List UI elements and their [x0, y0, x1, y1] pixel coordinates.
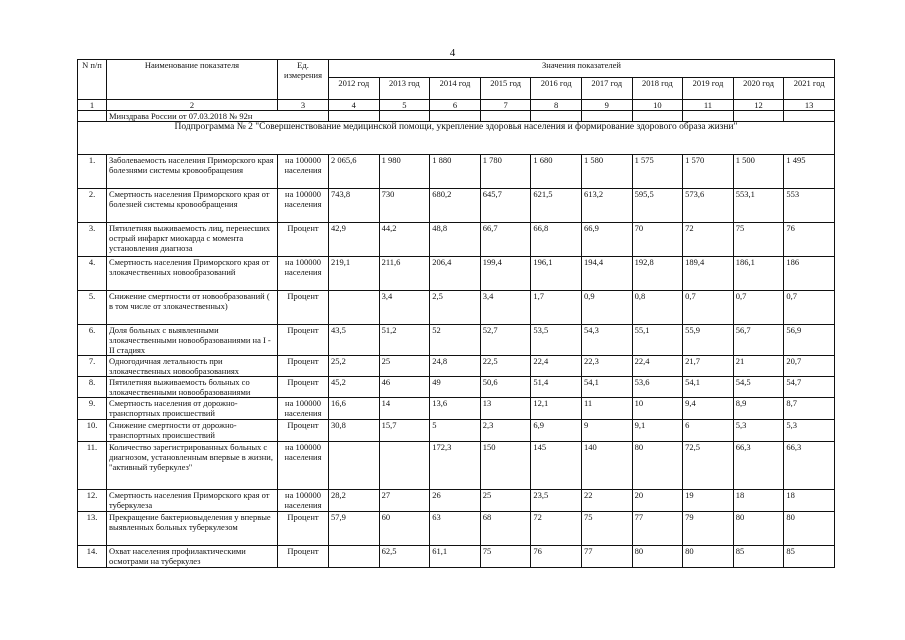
- column-number: 1: [78, 100, 107, 111]
- value-cell: 66,9: [581, 223, 632, 257]
- value-cell: 53,5: [531, 325, 582, 356]
- value-cell: 45,2: [329, 377, 380, 398]
- unit-of-measure: Процент: [278, 291, 329, 325]
- row-number: 14.: [78, 546, 107, 568]
- value-cell: 19: [683, 490, 734, 512]
- value-cell: 54,3: [581, 325, 632, 356]
- value-cell: 219,1: [329, 257, 380, 291]
- table-row: [78, 189, 835, 223]
- value-cell: 23,5: [531, 490, 582, 512]
- table-row: [78, 325, 835, 356]
- row-number: 5.: [78, 291, 107, 325]
- value-cell: 13,6: [430, 398, 481, 420]
- table-row: [78, 257, 835, 291]
- value-cell: 56,7: [733, 325, 784, 356]
- header-name: Наименование показателя: [107, 60, 278, 100]
- subprogram-title: Подпрограмма № 2 "Совершенствование медицинской помощи, укрепление здоровья населения и формирование здорового образа жизни": [78, 122, 835, 155]
- unit-of-measure: Процент: [278, 420, 329, 442]
- value-cell: 743,8: [329, 189, 380, 223]
- row-number: 7.: [78, 356, 107, 377]
- value-cell: 1 880: [430, 155, 481, 189]
- table-row: [78, 546, 835, 568]
- indicator-name: Пятилетняя выживаемость лиц, перенесших острый инфаркт миокарда с момента установления диагноза: [107, 223, 278, 257]
- unit-of-measure: на 100000 населения: [278, 490, 329, 512]
- value-cell: 15,7: [379, 420, 430, 442]
- value-cell: 49: [430, 377, 481, 398]
- value-cell: [379, 442, 430, 490]
- row-number: 1.: [78, 155, 107, 189]
- column-number: 11: [683, 100, 734, 111]
- row-number: 12.: [78, 490, 107, 512]
- value-cell: 140: [581, 442, 632, 490]
- value-cell: 26: [430, 490, 481, 512]
- value-cell: 22: [581, 490, 632, 512]
- table-row: [78, 512, 835, 546]
- value-cell: 51,2: [379, 325, 430, 356]
- value-cell: 21: [733, 356, 784, 377]
- value-cell: 66,3: [784, 442, 835, 490]
- table-row: [78, 377, 835, 398]
- row-number: 10.: [78, 420, 107, 442]
- unit-of-measure: на 100000 населения: [278, 442, 329, 490]
- value-cell: 25,2: [329, 356, 380, 377]
- column-number: 3: [278, 100, 329, 111]
- value-cell: 54,5: [733, 377, 784, 398]
- indicator-name: Доля больных с выявленными злокачественными новообразованиями на I - II стадиях: [107, 325, 278, 356]
- unit-of-measure: на 100000 населения: [278, 257, 329, 291]
- value-cell: 55,1: [632, 325, 683, 356]
- value-cell: 25: [379, 356, 430, 377]
- unit-of-measure: Процент: [278, 356, 329, 377]
- unit-of-measure: Процент: [278, 377, 329, 398]
- header-year: 2019 год: [683, 78, 734, 100]
- value-cell: 189,4: [683, 257, 734, 291]
- row-number: 3.: [78, 223, 107, 257]
- value-cell: 52: [430, 325, 481, 356]
- header-year: 2014 год: [430, 78, 481, 100]
- value-cell: 53,6: [632, 377, 683, 398]
- value-cell: 80: [683, 546, 734, 568]
- value-cell: 0,7: [784, 291, 835, 325]
- value-cell: 48,8: [430, 223, 481, 257]
- value-cell: 194,4: [581, 257, 632, 291]
- value-cell: 13: [480, 398, 531, 420]
- value-cell: 613,2: [581, 189, 632, 223]
- value-cell: 172,3: [430, 442, 481, 490]
- value-cell: [329, 546, 380, 568]
- value-cell: 52,7: [480, 325, 531, 356]
- value-cell: 54,7: [784, 377, 835, 398]
- value-cell: 85: [733, 546, 784, 568]
- value-cell: 16,6: [329, 398, 380, 420]
- value-cell: 1 570: [683, 155, 734, 189]
- column-number: 6: [430, 100, 481, 111]
- value-cell: 20,7: [784, 356, 835, 377]
- value-cell: 21,7: [683, 356, 734, 377]
- value-cell: 68: [480, 512, 531, 546]
- header-unit: Ед. измерения: [278, 60, 329, 100]
- unit-of-measure: Процент: [278, 546, 329, 568]
- row-number: 8.: [78, 377, 107, 398]
- table-row: [78, 490, 835, 512]
- value-cell: 80: [632, 442, 683, 490]
- value-cell: 85: [784, 546, 835, 568]
- header-year: 2016 год: [531, 78, 582, 100]
- ministry-line: Минздрава России от 07.03.2018 № 92н: [107, 111, 329, 122]
- value-cell: 77: [632, 512, 683, 546]
- value-cell: 0,7: [683, 291, 734, 325]
- value-cell: 2 065,6: [329, 155, 380, 189]
- header-year: 2021 год: [784, 78, 835, 100]
- value-cell: 72: [683, 223, 734, 257]
- indicator-name: Снижение смертности от дорожно-транспортных происшествий: [107, 420, 278, 442]
- unit-of-measure: Процент: [278, 325, 329, 356]
- column-number: 7: [480, 100, 531, 111]
- value-cell: 80: [632, 546, 683, 568]
- indicator-name: Смертность населения от дорожно-транспортных происшествий: [107, 398, 278, 420]
- column-number: 10: [632, 100, 683, 111]
- value-cell: 24,8: [430, 356, 481, 377]
- value-cell: 621,5: [531, 189, 582, 223]
- value-cell: 25: [480, 490, 531, 512]
- indicator-name: Снижение смертности от новообразований ( в том числе от злокачественных): [107, 291, 278, 325]
- value-cell: 75: [480, 546, 531, 568]
- value-cell: 18: [733, 490, 784, 512]
- value-cell: 72: [531, 512, 582, 546]
- value-cell: 51,4: [531, 377, 582, 398]
- indicator-name: Количество зарегистрированных больных с диагнозом, установленным впервые в жизни, "активный туберкулез": [107, 442, 278, 490]
- table-row: [78, 442, 835, 490]
- column-number: 2: [107, 100, 278, 111]
- value-cell: 8,9: [733, 398, 784, 420]
- value-cell: 192,8: [632, 257, 683, 291]
- unit-of-measure: на 100000 населения: [278, 398, 329, 420]
- column-number: 13: [784, 100, 835, 111]
- indicator-name: Смертность населения Приморского края от туберкулеза: [107, 490, 278, 512]
- header-year: 2018 год: [632, 78, 683, 100]
- table-row: [78, 291, 835, 325]
- value-cell: 2,5: [430, 291, 481, 325]
- value-cell: 150: [480, 442, 531, 490]
- indicators-table: [77, 59, 835, 568]
- column-number: 9: [581, 100, 632, 111]
- value-cell: 1 680: [531, 155, 582, 189]
- header-year: 2020 год: [733, 78, 784, 100]
- column-number: 12: [733, 100, 784, 111]
- value-cell: [329, 291, 380, 325]
- value-cell: 27: [379, 490, 430, 512]
- value-cell: 186: [784, 257, 835, 291]
- indicator-name: Пятилетняя выживаемость больных со злокачественными новообразованиями: [107, 377, 278, 398]
- value-cell: 1 780: [480, 155, 531, 189]
- row-number: 11.: [78, 442, 107, 490]
- value-cell: 76: [784, 223, 835, 257]
- value-cell: 0,7: [733, 291, 784, 325]
- row-number: 2.: [78, 189, 107, 223]
- column-numbers-row: [78, 100, 835, 111]
- indicator-name: Заболеваемость населения Приморского края болезнями системы кровообращения: [107, 155, 278, 189]
- value-cell: 46: [379, 377, 430, 398]
- table-row: [78, 155, 835, 189]
- value-cell: 22,4: [531, 356, 582, 377]
- value-cell: 80: [784, 512, 835, 546]
- value-cell: 11: [581, 398, 632, 420]
- value-cell: 22,5: [480, 356, 531, 377]
- value-cell: 573,6: [683, 189, 734, 223]
- ministry-row: [78, 111, 835, 122]
- value-cell: 5: [430, 420, 481, 442]
- header-year: 2013 год: [379, 78, 430, 100]
- value-cell: 680,2: [430, 189, 481, 223]
- column-number: 8: [531, 100, 582, 111]
- row-number: 9.: [78, 398, 107, 420]
- value-cell: 42,9: [329, 223, 380, 257]
- value-cell: 75: [581, 512, 632, 546]
- table-row: [78, 356, 835, 377]
- row-number: 6.: [78, 325, 107, 356]
- value-cell: 18: [784, 490, 835, 512]
- value-cell: 0,9: [581, 291, 632, 325]
- value-cell: 20: [632, 490, 683, 512]
- value-cell: 553: [784, 189, 835, 223]
- value-cell: 6,9: [531, 420, 582, 442]
- value-cell: 186,1: [733, 257, 784, 291]
- value-cell: 14: [379, 398, 430, 420]
- header-year: 2015 год: [480, 78, 531, 100]
- unit-of-measure: Процент: [278, 512, 329, 546]
- value-cell: 55,9: [683, 325, 734, 356]
- value-cell: 72,5: [683, 442, 734, 490]
- value-cell: 595,5: [632, 189, 683, 223]
- value-cell: 8,7: [784, 398, 835, 420]
- value-cell: [329, 442, 380, 490]
- value-cell: 1 495: [784, 155, 835, 189]
- value-cell: 70: [632, 223, 683, 257]
- value-cell: 60: [379, 512, 430, 546]
- row-number: 13.: [78, 512, 107, 546]
- value-cell: 79: [683, 512, 734, 546]
- value-cell: 75: [733, 223, 784, 257]
- subprogram-row: [78, 122, 835, 155]
- value-cell: 9: [581, 420, 632, 442]
- value-cell: 80: [733, 512, 784, 546]
- value-cell: 66,3: [733, 442, 784, 490]
- value-cell: 206,4: [430, 257, 481, 291]
- value-cell: 199,4: [480, 257, 531, 291]
- value-cell: 28,2: [329, 490, 380, 512]
- value-cell: 6: [683, 420, 734, 442]
- value-cell: 1 580: [581, 155, 632, 189]
- unit-of-measure: на 100000 населения: [278, 189, 329, 223]
- value-cell: 645,7: [480, 189, 531, 223]
- value-cell: 54,1: [683, 377, 734, 398]
- value-cell: 22,3: [581, 356, 632, 377]
- table-row: [78, 223, 835, 257]
- indicator-name: Смертность населения Приморского края от злокачественных новообразований: [107, 257, 278, 291]
- column-number: 5: [379, 100, 430, 111]
- value-cell: 62,5: [379, 546, 430, 568]
- value-cell: 2,3: [480, 420, 531, 442]
- value-cell: 1,7: [531, 291, 582, 325]
- header-year: 2017 год: [581, 78, 632, 100]
- value-cell: 1 575: [632, 155, 683, 189]
- value-cell: 9,1: [632, 420, 683, 442]
- value-cell: 76: [531, 546, 582, 568]
- value-cell: 0,8: [632, 291, 683, 325]
- value-cell: 22,4: [632, 356, 683, 377]
- header-row: [78, 60, 835, 78]
- table-row: [78, 398, 835, 420]
- value-cell: 1 980: [379, 155, 430, 189]
- value-cell: 54,1: [581, 377, 632, 398]
- value-cell: 730: [379, 189, 430, 223]
- value-cell: 3,4: [379, 291, 430, 325]
- row-number: 4.: [78, 257, 107, 291]
- value-cell: 63: [430, 512, 481, 546]
- value-cell: 66,8: [531, 223, 582, 257]
- value-cell: 61,1: [430, 546, 481, 568]
- value-cell: 57,9: [329, 512, 380, 546]
- value-cell: 145: [531, 442, 582, 490]
- value-cell: 12,1: [531, 398, 582, 420]
- header-values-group: Значения показателей: [329, 60, 835, 78]
- header-year: 2012 год: [329, 78, 380, 100]
- header-num: N п/п: [78, 60, 107, 100]
- value-cell: 196,1: [531, 257, 582, 291]
- indicator-name: Прекращение бактериовыделения у впервые выявленных больных туберкулезом: [107, 512, 278, 546]
- value-cell: 77: [581, 546, 632, 568]
- indicator-name: Смертность населения Приморского края от болезней системы кровообращения: [107, 189, 278, 223]
- value-cell: 5,3: [784, 420, 835, 442]
- value-cell: 56,9: [784, 325, 835, 356]
- unit-of-measure: Процент: [278, 223, 329, 257]
- value-cell: 50,6: [480, 377, 531, 398]
- value-cell: 66,7: [480, 223, 531, 257]
- value-cell: 211,6: [379, 257, 430, 291]
- table-row: [78, 420, 835, 442]
- value-cell: 10: [632, 398, 683, 420]
- page-number: 4: [449, 47, 456, 59]
- value-cell: 30,8: [329, 420, 380, 442]
- unit-of-measure: на 100000 населения: [278, 155, 329, 189]
- value-cell: 9,4: [683, 398, 734, 420]
- value-cell: 44,2: [379, 223, 430, 257]
- value-cell: 3,4: [480, 291, 531, 325]
- indicator-name: Одногодичная летальность при злокачественных новообразованиях: [107, 356, 278, 377]
- value-cell: 43,5: [329, 325, 380, 356]
- indicator-name: Охват населения профилактическими осмотрами на туберкулез: [107, 546, 278, 568]
- value-cell: 553,1: [733, 189, 784, 223]
- column-number: 4: [329, 100, 380, 111]
- value-cell: 1 500: [733, 155, 784, 189]
- value-cell: 5,3: [733, 420, 784, 442]
